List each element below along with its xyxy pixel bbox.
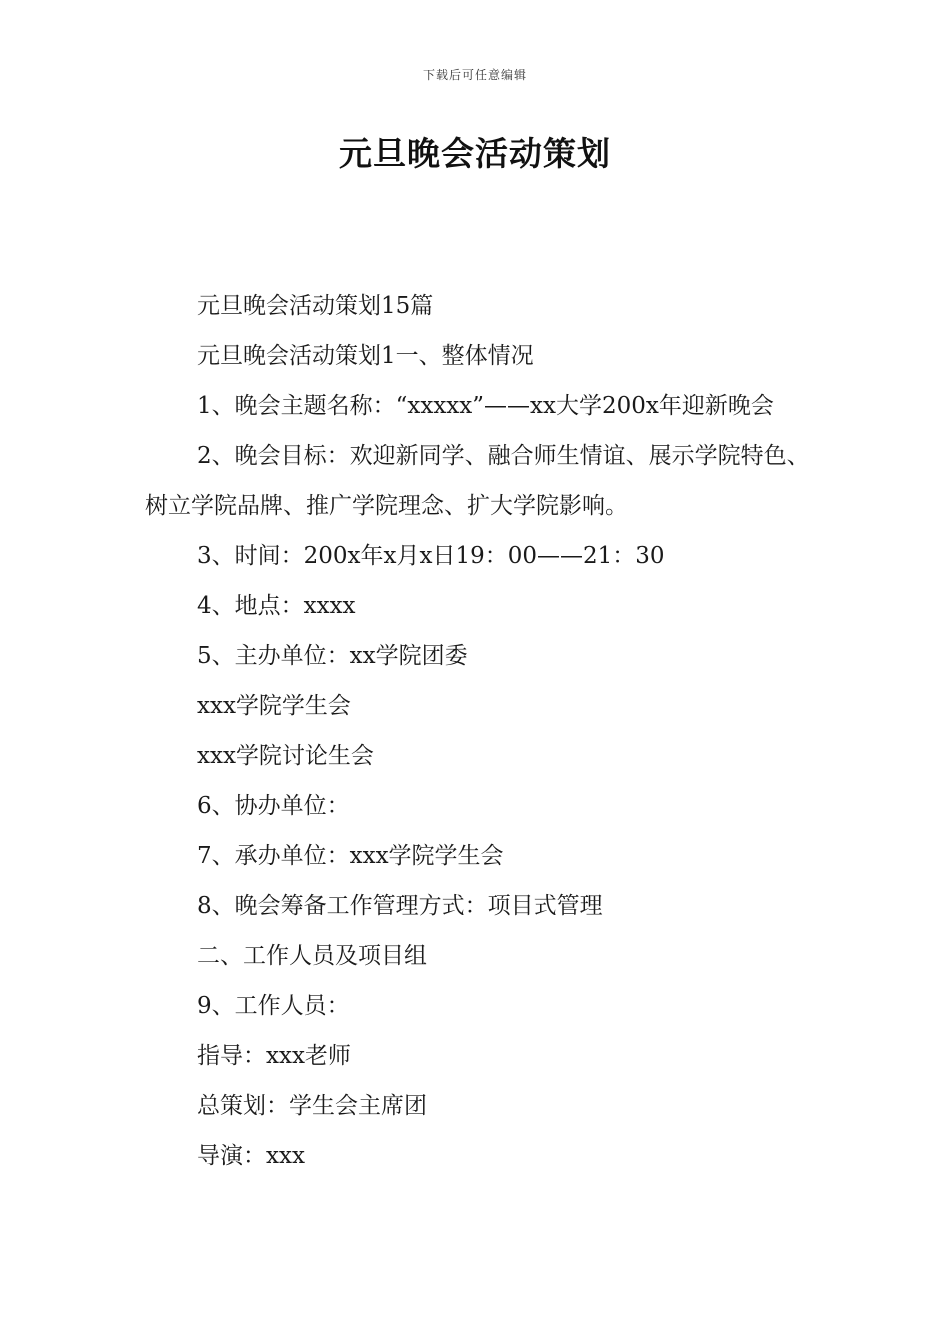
paragraph: 5、主办单位：xx学院团委 — [197, 643, 468, 669]
paragraph: 总策划：学生会主席团 — [197, 1093, 427, 1119]
paragraph: 元旦晚会活动策划15篇 — [197, 293, 434, 319]
header-note: 下载后可任意编辑 — [422, 68, 527, 82]
paragraph: 1、晚会主题名称：“xxxxx”——xx大学200x年迎新晚会 — [197, 393, 774, 419]
paragraph: 元旦晚会活动策划1一、整体情况 — [197, 343, 534, 369]
paragraph: 8、晚会筹备工作管理方式：项目式管理 — [197, 893, 603, 919]
paragraph: 指导：xxx老师 — [197, 1043, 351, 1069]
paragraph: xxx学院学生会 — [197, 693, 351, 719]
paragraph: 3、时间：200x年x月x日19：00——21：30 — [197, 543, 665, 569]
paragraph: 2、晚会目标：欢迎新同学、融合师生情谊、展示学院特色、树立学院品牌、推广学院理念、扩大学院影响。 — [145, 443, 810, 519]
document-body — [145, 281, 815, 1181]
paragraph: 7、承办单位：xxx学院学生会 — [197, 843, 504, 869]
paragraph: 导演：xxx — [197, 1143, 305, 1169]
paragraph: xxx学院讨论生会 — [197, 743, 374, 769]
paragraph: 9、工作人员： — [197, 993, 350, 1019]
paragraph: 二、工作人员及项目组 — [197, 943, 427, 969]
document-title: 元旦晚会活动策划 — [339, 134, 611, 173]
paragraph: 6、协办单位： — [197, 793, 350, 819]
paragraph: 4、地点：xxxx — [197, 593, 356, 619]
